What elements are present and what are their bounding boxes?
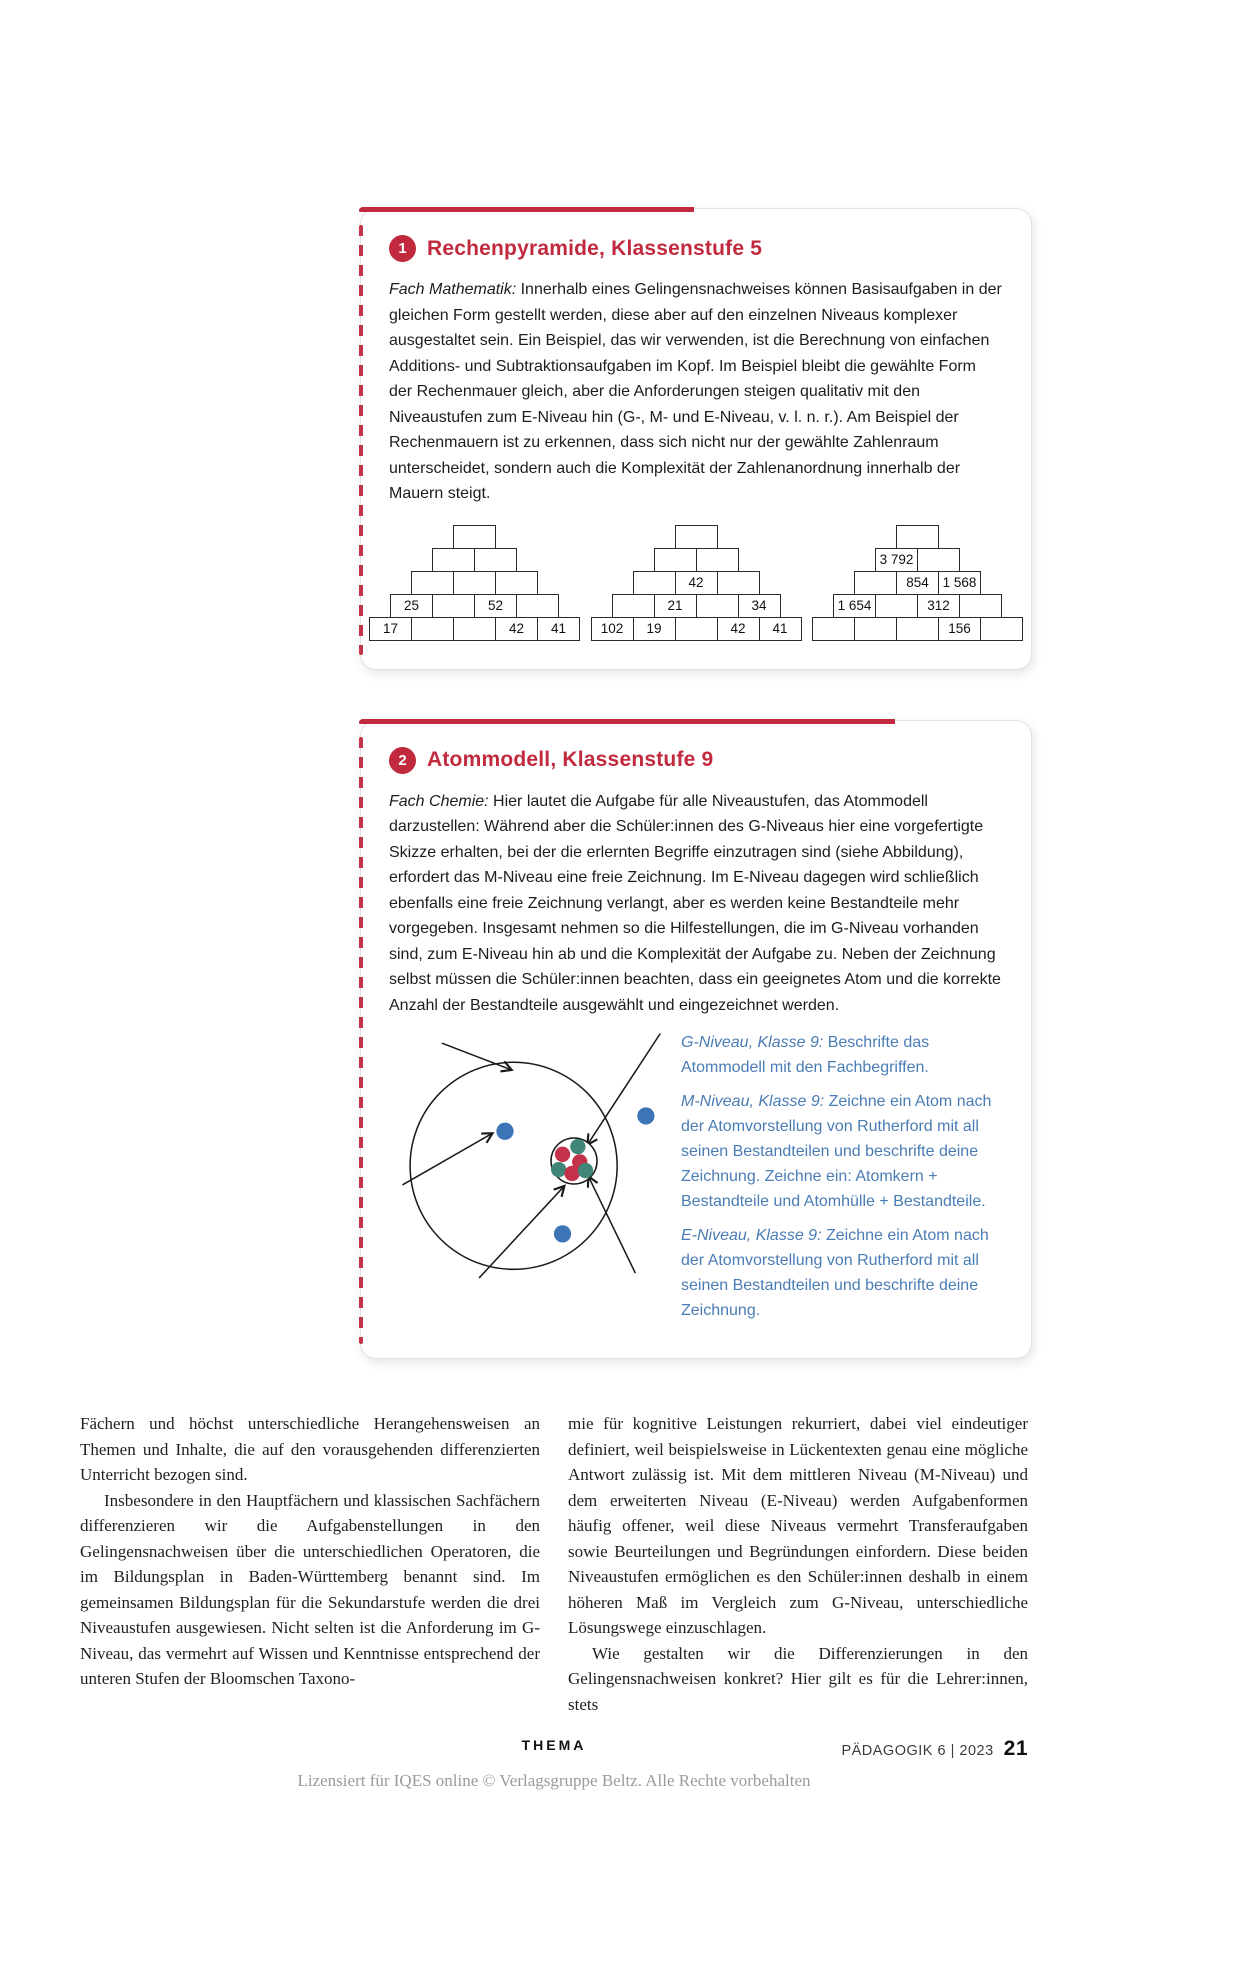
annotation-arrow-nucleus-top bbox=[587, 1034, 660, 1145]
box2-subject-lead: Fach Chemie: bbox=[389, 792, 489, 810]
pyramid-cell bbox=[411, 617, 454, 641]
niveau-task-list bbox=[681, 1026, 1003, 1332]
pyramid-row bbox=[432, 548, 517, 572]
right-paragraph-1: mie für kognitive Leistungen rekurriert, dabei viel eindeutiger definiert, weil beispielsweise in Lückentexten genau eine mögliche Antwort zulässig ist. Mit dem mittleren Niveau (M-Niveau) und dem erweiterten Niveau (E-Niveau) werden Aufgabenformen häufig offener, weil diese Niveaus vermehrt Transferaufgaben sowie Beurteilungen und Begründungen einfordern. Diese beiden Niveaustufen ermöglichen es den Schüler:innen deshalb in einem höheren Maß im Vergleich zum G-Niveau, unterschiedliche Lösungswege einzuschlagen. bbox=[568, 1414, 1028, 1637]
example-number-badge-2: 2 bbox=[389, 747, 416, 774]
section-label: THEMA bbox=[521, 1737, 587, 1753]
annotation-arrow-nucleus-left bbox=[479, 1186, 564, 1278]
pyramid-cell bbox=[432, 594, 475, 618]
pyramid-cell bbox=[854, 617, 897, 641]
pyramid-row bbox=[675, 525, 718, 549]
pyramid-cell: 42 bbox=[675, 571, 718, 595]
pyramid-cell bbox=[516, 594, 559, 618]
task-e-lead: E-Niveau, Klasse 9: bbox=[681, 1227, 822, 1244]
pyramid-cell bbox=[432, 548, 475, 572]
pyramid-cell: 1 654 bbox=[833, 594, 876, 618]
journal-name: PÄDAGOGIK 6 | 2023 bbox=[841, 1743, 994, 1759]
pyramid-cell bbox=[717, 571, 760, 595]
pyramid-row bbox=[369, 617, 580, 641]
footer-line bbox=[80, 1737, 1028, 1763]
pyramid-row bbox=[875, 548, 960, 572]
electron-dot bbox=[637, 1107, 654, 1124]
pyramid-cell bbox=[917, 548, 960, 572]
pyramid-row bbox=[453, 525, 496, 549]
left-paragraph-2: Insbesondere in den Hauptfächern und klassischen Sachfächern differenzieren wir die Aufgabenstellungen in den Gelingensnachweisen über die unterschiedlichen Operatoren, die im Bildungsplan in Baden-Württemberg benannt sind. Im gemeinsamen Bildungsplan für die Sekundarstufe werden die drei Niveaustufen ausgewiesen. Nicht selten ist die Anforderung im G-Niveau, das vermehrt auf Wissen und Kenntnisse entsprechend der unteren Stufen der Bloomschen Taxono- bbox=[80, 1490, 540, 1688]
example-box-rechenpyramide bbox=[360, 208, 1032, 670]
task-g-body: Beschrifte das Atommodell mit den Fachbegriffen. bbox=[681, 1034, 930, 1076]
electron-dot bbox=[496, 1123, 513, 1140]
task-m-niveau bbox=[681, 1089, 1003, 1214]
pyramid-row bbox=[411, 571, 538, 595]
pyramid-cell: 156 bbox=[938, 617, 981, 641]
pyramid-cell: 42 bbox=[717, 617, 760, 641]
proton-dot bbox=[564, 1166, 579, 1181]
proton-dot bbox=[555, 1147, 570, 1162]
pyramid-cell: 41 bbox=[759, 617, 802, 641]
pyramid-cell: 41 bbox=[537, 617, 580, 641]
task-m-body: Zeichne ein Atom nach der Atomvorstellung von Rutherford mit all seinen Bestandteilen und beschrifte deine Zeichnung. Zeichne ein: Atomkern + Bestandteile und Atomhülle + Bestandteile. bbox=[681, 1093, 992, 1210]
pyramid-cell: 21 bbox=[654, 594, 697, 618]
pyramid-cell: 3 792 bbox=[875, 548, 918, 572]
box2-header bbox=[389, 747, 1003, 774]
pyramid-cell bbox=[474, 548, 517, 572]
atom-figure-row bbox=[389, 1026, 1003, 1332]
number-pyramids bbox=[369, 525, 1023, 641]
pyramid-row bbox=[896, 525, 939, 549]
pyramid-cell: 42 bbox=[495, 617, 538, 641]
electron-dot bbox=[554, 1225, 571, 1242]
atom-model-diagram bbox=[389, 1026, 667, 1296]
pyramid-cell bbox=[453, 571, 496, 595]
pyramid-cell bbox=[854, 571, 897, 595]
box2-paragraph bbox=[389, 789, 1003, 1019]
pyramid-row bbox=[390, 594, 559, 618]
pyramid-row bbox=[591, 617, 802, 641]
pyramid-row bbox=[833, 594, 1002, 618]
pyramid-cell: 52 bbox=[474, 594, 517, 618]
neutron-dot bbox=[551, 1162, 566, 1177]
pyramid-cell: 312 bbox=[917, 594, 960, 618]
task-e-niveau bbox=[681, 1223, 1003, 1323]
pyramid-cell bbox=[896, 525, 939, 549]
pyramid-e-niveau bbox=[812, 525, 1023, 641]
pyramid-cell: 25 bbox=[390, 594, 433, 618]
task-e-body: Zeichne ein Atom nach der Atomvorstellung von Rutherford mit all seinen Bestandteilen und beschrifte deine Zeichnung. bbox=[681, 1227, 989, 1319]
left-paragraph-1: Fächern und höchst unterschiedliche Herangehensweisen an Themen und Inhalte, die auf den vorausgehenden differenzierten Unterricht bezogen sind. bbox=[80, 1414, 540, 1484]
pyramid-cell bbox=[675, 617, 718, 641]
box1-subject-lead: Fach Mathematik: bbox=[389, 281, 517, 298]
text-column-left bbox=[80, 1411, 540, 1717]
pyramid-cell: 34 bbox=[738, 594, 781, 618]
annotation-arrow-shell bbox=[442, 1043, 512, 1070]
pyramid-cell: 102 bbox=[591, 617, 634, 641]
pyramid-cell bbox=[875, 594, 918, 618]
pyramid-cell bbox=[411, 571, 454, 595]
task-g-niveau bbox=[681, 1030, 1003, 1080]
pyramid-m-niveau bbox=[591, 525, 802, 641]
pyramid-cell bbox=[812, 617, 855, 641]
neutron-dot bbox=[578, 1163, 593, 1178]
neutron-dot bbox=[570, 1139, 585, 1154]
pyramid-cell bbox=[696, 548, 739, 572]
task-m-lead: M-Niveau, Klasse 9: bbox=[681, 1093, 825, 1110]
pyramid-cell: 17 bbox=[369, 617, 412, 641]
box1-title: Rechenpyramide, Klassenstufe 5 bbox=[427, 236, 763, 260]
right-paragraph-2: Wie gestalten wir die Differenzierungen in den Gelingensnachweisen konkret? Hier gilt es für die Lehrer:innen, stets bbox=[568, 1643, 1028, 1714]
box1-header bbox=[389, 235, 1003, 262]
annotation-arrow-nucleus-right bbox=[588, 1176, 635, 1273]
magazine-page bbox=[0, 208, 1240, 1962]
pyramid-cell bbox=[896, 617, 939, 641]
pyramid-cell: 854 bbox=[896, 571, 939, 595]
pyramid-g-niveau bbox=[369, 525, 580, 641]
license-note: Lizensiert für IQES online © Verlagsgruppe Beltz. Alle Rechte vorbehalten bbox=[297, 1771, 811, 1790]
pyramid-cell bbox=[633, 571, 676, 595]
task-g-lead: G-Niveau, Klasse 9: bbox=[681, 1034, 824, 1051]
pyramid-cell bbox=[980, 617, 1023, 641]
box2-body-text: Hier lautet die Aufgabe für alle Niveaustufen, das Atommodell darzustellen: Während aber die Schüler:innen des G-Niveaus hier eine vorgefertigte Skizze erhalten, bei der die erlernten Begriffe einzutragen sind (siehe Abbildung), erfordert das M-Niveau eine freie Zeichnung. Im E-Niveau dagegen wird schließlich ebenfalls eine freie Zeichnung verlangt, aber es werden keine Bestandteile mehr vorgegeben. Insgesamt nehmen so die Hilfestellungen, die im G-Niveau vorhanden sind, zum E-Niveau hin ab und die Komplexität der Aufgabe zu. Neben der Zeichnung selbst müssen die Schüler:innen beachten, dass ein geeignetes Atom und die korrekte Anzahl der Bestandteile ausgewählt und eingezeichnet werden. bbox=[389, 792, 1001, 1014]
pyramid-cell bbox=[453, 617, 496, 641]
page-number: 21 bbox=[1003, 1737, 1028, 1760]
pyramid-cell bbox=[495, 571, 538, 595]
pyramid-cell bbox=[696, 594, 739, 618]
example-box-atommodell bbox=[360, 720, 1032, 1360]
article-columns bbox=[80, 1411, 1028, 1717]
pyramid-cell bbox=[453, 525, 496, 549]
box1-paragraph bbox=[389, 277, 1003, 507]
pyramid-row bbox=[633, 571, 760, 595]
journal-issue bbox=[841, 1737, 1028, 1761]
pyramid-row bbox=[612, 594, 781, 618]
text-column-right bbox=[568, 1411, 1028, 1717]
pyramid-cell: 1 568 bbox=[938, 571, 981, 595]
pyramid-cell: 19 bbox=[633, 617, 676, 641]
box1-body-text: Innerhalb eines Gelingensnachweises können Basisaufgaben in der gleichen Form gestellt werden, diese aber auf den einzelnen Niveaus komplexer ausgestaltet sein. Ein Beispiel, das wir verwenden, ist die Berechnung von einfachen Additions- und Subtraktionsaufgaben im Kopf. Im Beispiel bleibt die gewählte Form der Rechenmauer gleich, aber die Anforderungen steigen qualitativ mit den Niveaustufen zum E-Niveau hin (G-, M- und E-Niveau, v. l. n. r.). Am Beispiel der Rechenmauern ist zu erkennen, dass sich nicht nur der gewählte Zahlenraum unterscheidet, sondern auch die Komplexität der Zahlenanordnung innerhalb der Mauern steigt. bbox=[389, 281, 1002, 502]
annotation-arrow-electron bbox=[402, 1133, 492, 1185]
pyramid-row bbox=[812, 617, 1023, 641]
pyramid-cell bbox=[612, 594, 655, 618]
pyramid-cell bbox=[675, 525, 718, 549]
pyramid-cell bbox=[959, 594, 1002, 618]
example-number-badge-1: 1 bbox=[389, 235, 416, 262]
box2-title: Atommodell, Klassenstufe 9 bbox=[427, 748, 714, 771]
page-footer bbox=[80, 1737, 1028, 1791]
pyramid-cell bbox=[654, 548, 697, 572]
pyramid-row bbox=[854, 571, 981, 595]
pyramid-row bbox=[654, 548, 739, 572]
